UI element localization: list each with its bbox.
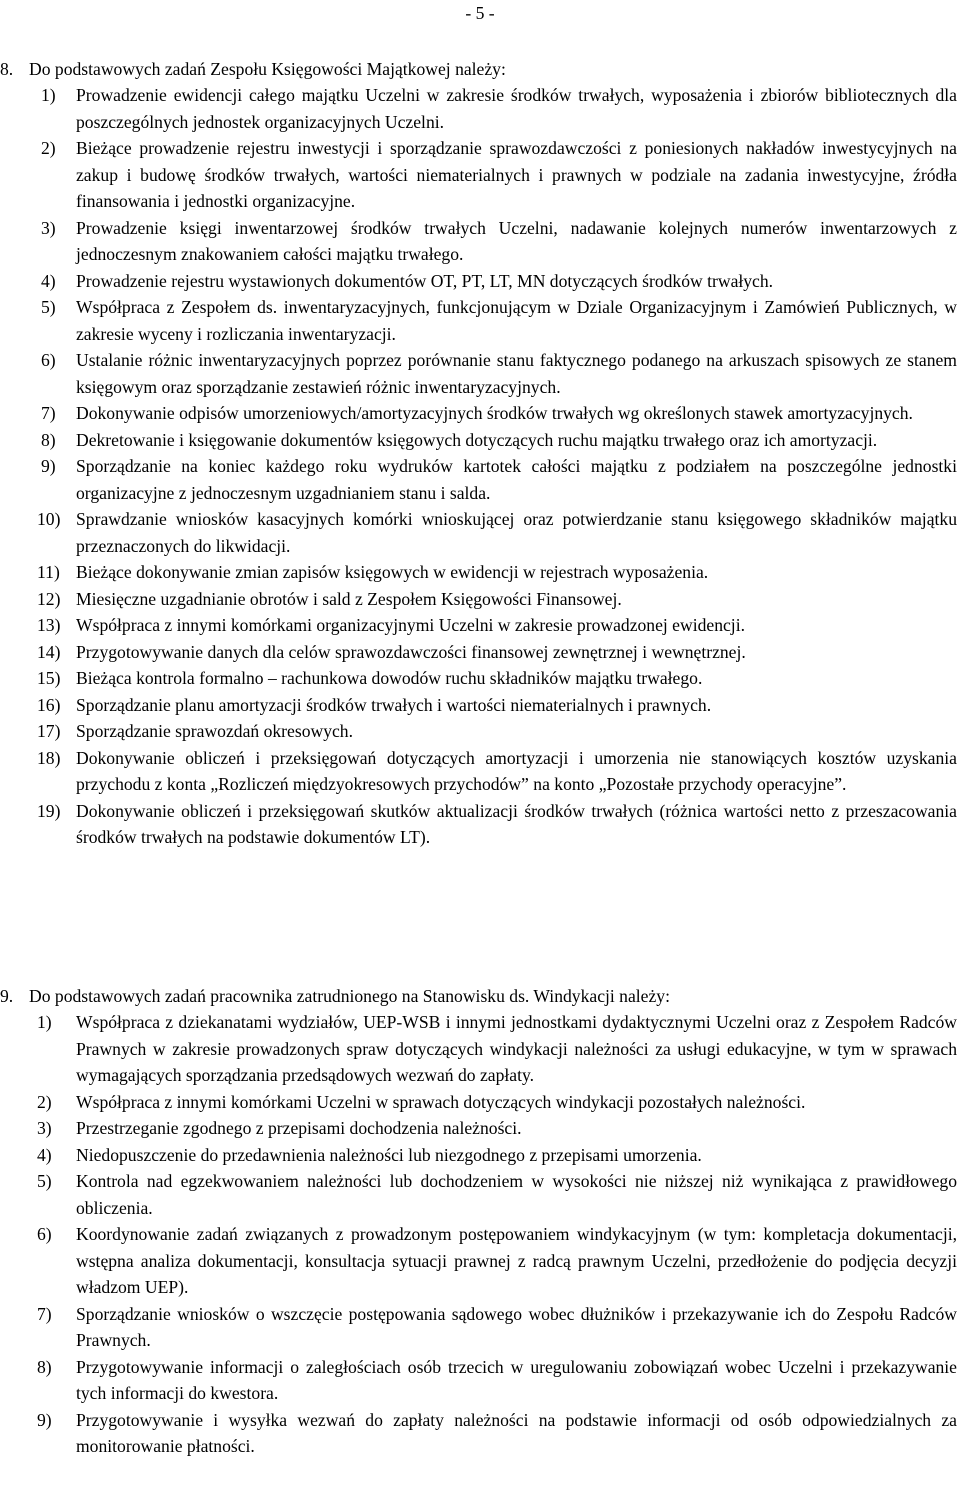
list-item-text: Koordynowanie zadań związanych z prowadzonym postępowaniem windykacyjnym (w tym: kompletacja dokumentacji, wstępna analiza dokumentacji, konsultacja sytuacji prawnej z radcą prawnym Uczelni, przedłożenie do podjęcia decyzji władzom UEP). [76, 1224, 957, 1297]
list-item-text: Kontrola nad egzekwowaniem należności lub dochodzeniem w wysokości nie niższej niż wynikająca z prawidłowego obliczenia. [76, 1171, 957, 1218]
list-item [0, 692, 960, 719]
list-item-text: Sporządzanie na koniec każdego roku wydruków kartotek całości majątku z podziałem na poszczególne jednostki organizacyjne z jednoczesnym uzgadnianiem stanu i salda. [76, 456, 957, 503]
list-item [0, 347, 960, 400]
list-item-number: 12) [37, 588, 61, 609]
list-item-number: 9) [41, 456, 56, 476]
list-item-number: 5) [37, 1171, 52, 1191]
list-item [0, 1354, 960, 1407]
section-8 [0, 56, 960, 851]
list-item-number: 9) [37, 1409, 52, 1430]
list-item [0, 1009, 960, 1089]
list-item [0, 294, 960, 347]
list-item-number: 4) [37, 1144, 52, 1165]
list-item [0, 427, 960, 454]
list-item [0, 1168, 960, 1221]
list-item-text: Przygotowywanie informacji o zaległościach osób trzecich w uregulowaniu zobowiązań wobec Uczelni i przekazywanie tych informacji do kwestora. [76, 1356, 957, 1403]
list-item-number: 17) [37, 721, 61, 741]
list-item-number: 8) [37, 1356, 52, 1377]
list-item-text: Bieżące prowadzenie rejestru inwestycji i sporządzanie sprawozdawczości z poniesionych nakładów inwestycyjnych na zakup i budowę środków trwałych, wartości niematerialnych i prawnych w podziale na zadania inwestycyjne, źródła finansowania i jednostki organizacyjne. [76, 138, 957, 211]
list-item [0, 1142, 960, 1169]
list-item [0, 268, 960, 295]
list-item-number: 13) [37, 615, 61, 635]
list-item-number: 3) [37, 1118, 52, 1138]
list-item-text: Prowadzenie księgi inwentarzowej środków trwałych Uczelni, nadawanie kolejnych numerów inwentarzowych z jednoczesnym znakowaniem całości majątku trwałego. [76, 217, 957, 264]
list-item-number: 2) [37, 1091, 52, 1112]
list-item-text: Dokonywanie obliczeń i przeksięgowań skutków aktualizacji środków trwałych (różnica wartości netto z przeszacowania środków trwałych na podstawie dokumentów LT). [76, 800, 957, 847]
list-item-text: Przygotowywanie danych dla celów sprawozdawczości finansowej zewnętrznej i wewnętrznej. [76, 641, 746, 662]
list-item [0, 506, 960, 559]
list-item-number: 11) [37, 562, 60, 582]
list-item-text: Sporządzanie wniosków o wszczęcie postępowania sądowego wobec dłużników i przekazywanie ich do Zespołu Radców Prawnych. [76, 1303, 957, 1350]
list-item-number: 8) [41, 429, 56, 450]
list-item-text: Przestrzeganie zgodnego z przepisami dochodzenia należności. [76, 1118, 522, 1138]
list-item-number: 18) [37, 747, 61, 768]
list-item [0, 1115, 960, 1142]
list-item-text: Dokonywanie obliczeń i przeksięgowań dotyczących amortyzacji i umorzenia nie stanowiących kosztów uzyskania przychodu z konta „Rozliczeń międzyokresowych przychodów” na konto „Pozostałe przychody operacyjne”. [76, 747, 957, 794]
list-item-text: Współpraca z innymi komórkami organizacyjnymi Uczelni w zakresie prowadzonej ewidencji. [76, 615, 745, 635]
list-item-number: 14) [37, 641, 61, 662]
list-item-number: 1) [41, 85, 56, 105]
section-9-title: Do podstawowych zadań pracownika zatrudnionego na Stanowisku ds. Windykacji należy: [29, 986, 670, 1006]
list-item-text: Współpraca z Zespołem ds. inwentaryzacyjnych, funkcjonującym w Dziale Organizacyjnym i Zamówień Publicznych, w zakresie wyceny i rozliczania inwentaryzacji. [76, 297, 957, 344]
list-item [0, 1089, 960, 1116]
list-item [0, 400, 960, 427]
section-9-list [0, 1009, 960, 1460]
list-item [0, 215, 960, 268]
list-item [0, 798, 960, 851]
list-item [0, 718, 960, 745]
section-8-number: 8. [0, 59, 14, 79]
list-item-number: 6) [41, 350, 56, 370]
list-item [0, 559, 960, 586]
list-item-text: Prowadzenie rejestru wystawionych dokumentów OT, PT, LT, MN dotyczących środków trwałych. [76, 270, 774, 291]
list-item [0, 135, 960, 215]
list-item-text: Dokonywanie odpisów umorzeniowych/amortyzacyjnych środków trwałych wg określonych stawek amortyzacyjnych. [76, 403, 913, 423]
list-item-number: 19) [37, 800, 61, 821]
section-8-list [0, 82, 960, 851]
list-item-number: 1) [37, 1012, 52, 1032]
list-item-number: 7) [37, 1303, 52, 1324]
list-item [0, 1407, 960, 1460]
list-item [0, 1301, 960, 1354]
list-item-number: 5) [41, 297, 56, 317]
list-item [0, 1221, 960, 1301]
list-item-text: Niedopuszczenie do przedawnienia należności lub niezgodnego z przepisami umorzenia. [76, 1144, 702, 1165]
list-item-number: 4) [41, 270, 56, 291]
list-item-text: Sporządzanie sprawozdań okresowych. [76, 721, 353, 741]
section-9-number: 9. [0, 986, 14, 1006]
list-item-text: Współpraca z dziekanatami wydziałów, UEP-WSB i innymi jednostkami dydaktycznymi Uczelni oraz z Zespołem Radców Prawnych w zakresie prowadzonych spraw dotyczących windykacji należności za usługi edukacyjne, w tym w sprawach wymagających sporządzania przedsądowych wezwań do zapłaty. [76, 1012, 957, 1085]
page-number: - 5 - [465, 3, 495, 23]
list-item-text: Dekretowanie i księgowanie dokumentów księgowych dotyczących ruchu majątku trwałego oraz ich amortyzacji. [76, 429, 878, 450]
list-item-text: Prowadzenie ewidencji całego majątku Uczelni w zakresie środków trwałych, wyposażenia i zbiorów bibliotecznych dla poszczególnych jednostek organizacyjnych Uczelni. [76, 85, 957, 132]
list-item-number: 2) [41, 138, 56, 158]
list-item [0, 453, 960, 506]
list-item [0, 745, 960, 798]
list-item-number: 6) [37, 1224, 52, 1244]
list-item-number: 10) [37, 509, 61, 529]
section-9 [0, 983, 960, 1460]
list-item [0, 665, 960, 692]
list-item-text: Ustalanie różnic inwentaryzacyjnych poprzez porównanie stanu faktycznego podanego na arkuszach spisowych ze stanem księgowym oraz sporządzanie zestawień różnic inwentaryzacyjnych. [76, 350, 957, 397]
list-item-number: 15) [37, 668, 61, 688]
list-item [0, 82, 960, 135]
section-9-heading [0, 983, 960, 1009]
list-item-text: Miesięczne uzgadnianie obrotów i sald z Zespołem Księgowości Finansowej. [76, 588, 622, 609]
list-item-number: 16) [37, 694, 61, 715]
list-item-text: Sporządzanie planu amortyzacji środków trwałych i wartości niematerialnych i prawnych. [76, 694, 712, 715]
list-item [0, 586, 960, 613]
list-item-text: Bieżąca kontrola formalno – rachunkowa dowodów ruchu składników majątku trwałego. [76, 668, 703, 688]
section-8-title: Do podstawowych zadań Zespołu Księgowości Majątkowej należy: [29, 59, 506, 79]
section-8-heading [0, 56, 960, 82]
list-item [0, 612, 960, 639]
list-item-number: 7) [41, 403, 56, 423]
list-item-number: 3) [41, 217, 56, 238]
list-item-text: Bieżące dokonywanie zmian zapisów księgowych w ewidencji w rejestrach wyposażenia. [76, 562, 709, 582]
list-item-text: Sprawdzanie wniosków kasacyjnych komórki wnioskującej oraz potwierdzanie stanu księgowego składników majątku przeznaczonych do likwidacji. [76, 509, 957, 556]
list-item [0, 639, 960, 666]
list-item-text: Współpraca z innymi komórkami Uczelni w sprawach dotyczących windykacji pozostałych należności. [76, 1091, 806, 1112]
list-item-text: Przygotowywanie i wysyłka wezwań do zapłaty należności na podstawie informacji od osób odpowiedzialnych za monitorowanie płatności. [76, 1409, 957, 1456]
